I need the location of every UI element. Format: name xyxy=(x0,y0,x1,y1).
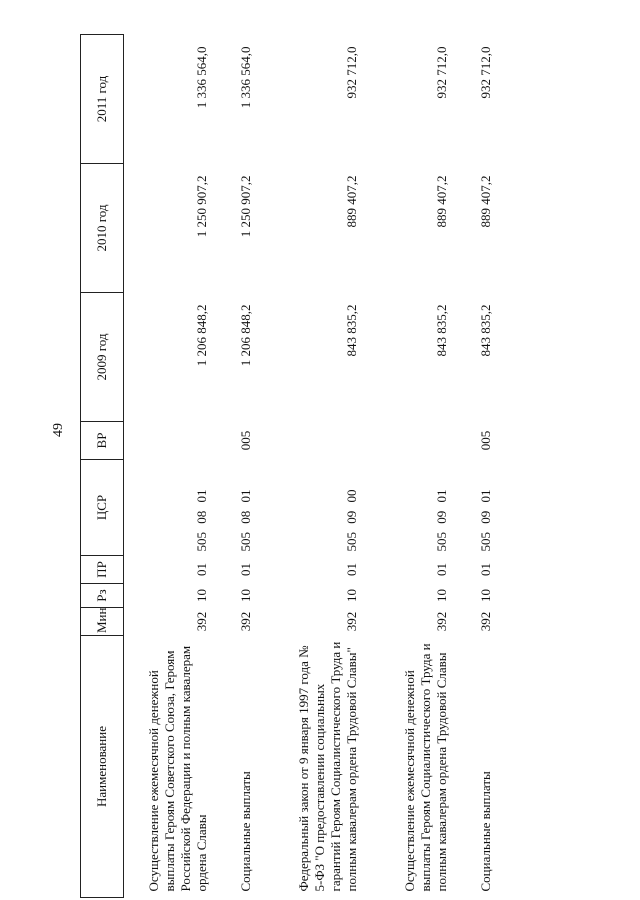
row-min: 392 xyxy=(238,611,253,632)
row-vr xyxy=(364,422,454,460)
table-row xyxy=(454,35,498,898)
row-name: Социальные выплаты xyxy=(238,771,253,892)
row-rz: 10 xyxy=(344,589,359,602)
row-2010: 889 407,2 xyxy=(434,175,449,228)
table-row xyxy=(258,35,364,898)
budget-table-sheet xyxy=(80,34,550,898)
page-number: 49 xyxy=(51,423,66,437)
row-pr: 01 xyxy=(434,563,449,576)
row-csr: 505 09 01 xyxy=(478,489,493,552)
row-name: Социальные выплаты xyxy=(478,771,493,892)
row-2009: 1 206 848,2 xyxy=(194,304,209,367)
row-rz: 10 xyxy=(238,589,253,602)
row-name: Осуществление ежемесячной денежной выплаты Героям Советского Союза, Героям Российской Федерации и полным кавалерам ордена Славы xyxy=(146,645,209,892)
row-2011: 932 712,0 xyxy=(434,46,449,99)
row-csr: 505 08 01 xyxy=(238,489,253,552)
header-name: Наименование xyxy=(81,636,124,898)
row-pr: 01 xyxy=(478,563,493,576)
row-2011: 932 712,0 xyxy=(344,46,359,99)
table-row xyxy=(214,35,258,898)
header-min: Мин xyxy=(81,608,124,636)
row-2010: 1 250 907,2 xyxy=(238,175,253,238)
budget-table xyxy=(80,34,498,898)
row-2009: 843 835,2 xyxy=(478,304,493,357)
header-rz: Рз xyxy=(81,584,124,608)
row-pr: 01 xyxy=(194,563,209,576)
row-rz: 10 xyxy=(478,589,493,602)
row-vr xyxy=(124,422,215,460)
row-vr: 005 xyxy=(478,430,493,451)
row-min: 392 xyxy=(344,611,359,632)
row-pr: 01 xyxy=(344,563,359,576)
row-2011: 1 336 564,0 xyxy=(238,46,253,109)
row-pr: 01 xyxy=(238,563,253,576)
row-vr: 005 xyxy=(238,430,253,451)
row-name: Осуществление ежемесячной денежной выплаты Героям Социалистического Труда и полным кавалерам ордена Трудовой Славы xyxy=(402,643,449,892)
header-csr: ЦСР xyxy=(81,460,124,556)
header-pr: ПР xyxy=(81,556,124,584)
row-csr: 505 09 01 xyxy=(434,489,449,552)
header-2011: 2011 год xyxy=(81,35,124,164)
header-vr: ВР xyxy=(81,422,124,460)
row-2010: 1 250 907,2 xyxy=(194,175,209,238)
row-2010: 889 407,2 xyxy=(344,175,359,228)
row-2010: 889 407,2 xyxy=(478,175,493,228)
row-2011: 932 712,0 xyxy=(478,46,493,99)
row-vr xyxy=(258,422,364,460)
row-2009: 843 835,2 xyxy=(344,304,359,357)
table-row xyxy=(124,35,215,898)
row-min: 392 xyxy=(194,611,209,632)
row-2009: 1 206 848,2 xyxy=(238,304,253,367)
row-min: 392 xyxy=(434,611,449,632)
row-rz: 10 xyxy=(434,589,449,602)
table-row xyxy=(364,35,454,898)
row-min: 392 xyxy=(478,611,493,632)
row-csr: 505 08 01 xyxy=(194,489,209,552)
header-2010: 2010 год xyxy=(81,164,124,293)
row-csr: 505 09 00 xyxy=(344,489,359,552)
row-2011: 1 336 564,0 xyxy=(194,46,209,109)
header-2009: 2009 год xyxy=(81,293,124,422)
table-header-row xyxy=(81,35,124,898)
row-rz: 10 xyxy=(194,589,209,602)
row-2009: 843 835,2 xyxy=(434,304,449,357)
row-name: Федеральный закон от 9 января 1997 года № 5-ФЗ "О предоставлении социальных гарантий Героям Социалистического Труда и полным кавалерам ордена Трудовой Славы" xyxy=(296,641,359,892)
